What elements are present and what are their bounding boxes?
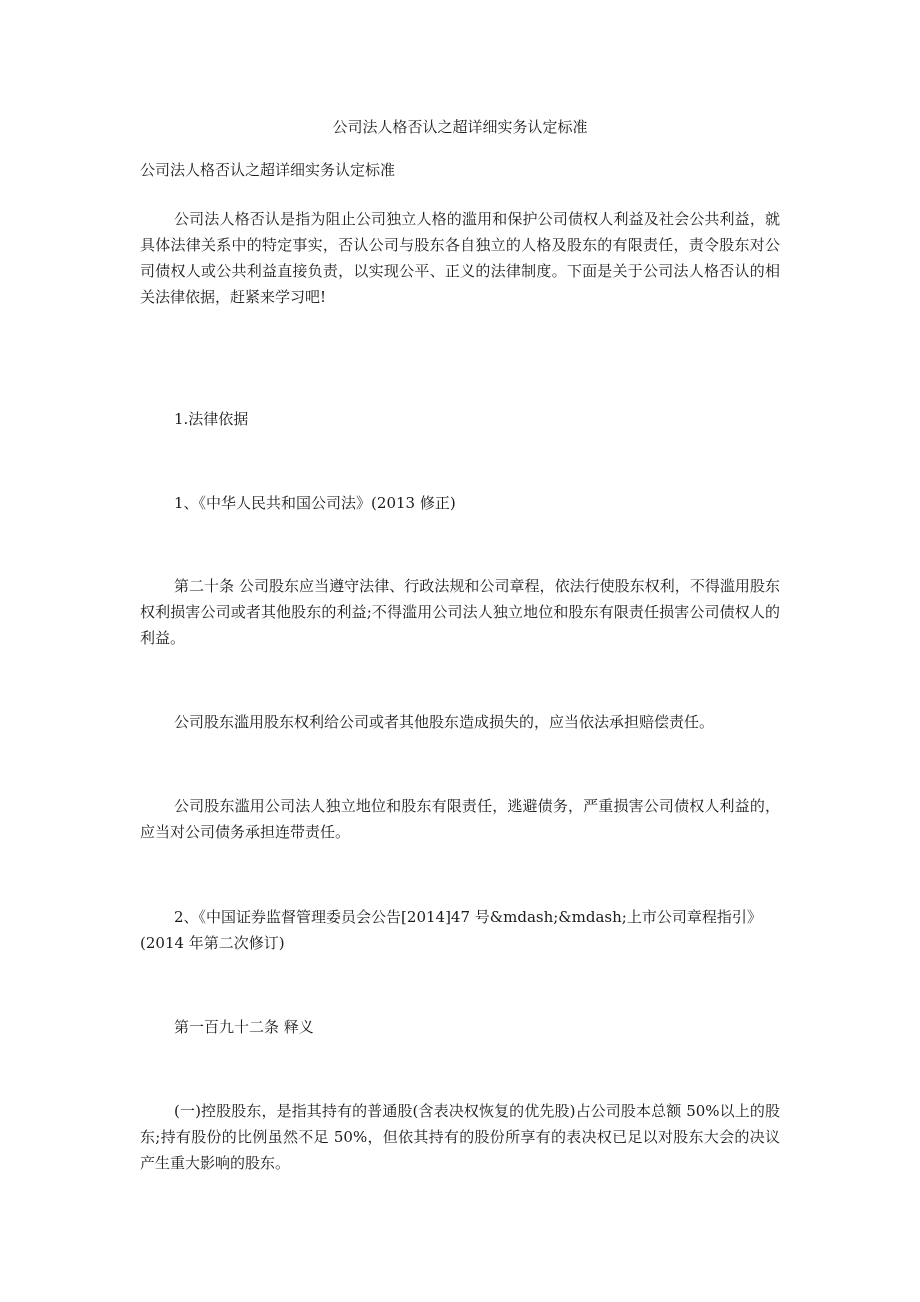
law2-title-line1: 2、《中国证券监督管理委员会公告[2014]47 号&mdash;&mdash;上市公司章程指引》 [174,908,762,926]
article20-paragraph-3: 公司股东滥用公司法人独立地位和股东有限责任，逃避债务，严重损害公司债权人利益的，应当对公司债务承担连带责任。 [140,797,780,841]
law1-title: 1、《中华人民共和国公司法》(2013 修正) [174,494,456,512]
intro-paragraph: 公司法人格否认是指为阻止公司独立人格的滥用和保护公司债权人利益及社会公共利益，就具体法律关系中的特定事实，否认公司与股东各自独立的人格及股东的有限责任，责令股东对公司债权人或公共利益直接负责，以实现公平、正义的法律制度。下面是关于公司法人格否认的相关法律依据，赶紧来学习吧! [140,210,780,306]
article20-paragraph-2: 公司股东滥用股东权利给公司或者其他股东造成损失的，应当依法承担赔偿责任。 [174,713,715,731]
article20-paragraph: 第二十条 公司股东应当遵守法律、行政法规和公司章程，依法行使股东权利，不得滥用股东权利损害公司或者其他股东的利益;不得滥用公司法人独立地位和股东有限责任损害公司债权人的利益。 [140,577,780,647]
document-title: 公司法人格否认之超详细实务认定标准 [332,118,588,136]
law2-title-line2: (2014 年第二次修订) [140,934,285,952]
article192-paragraph: (一)控股股东，是指其持有的普通股(含表决权恢复的优先股)占公司股本总额 50%以上的股东;持有股份的比例虽然不足 50%，但依其持有的股份所享有的表决权已足以对股东大会的决议产生重大影响的股东。 [140,1102,780,1172]
document-subtitle: 公司法人格否认之超详细实务认定标准 [140,161,396,179]
article192-heading: 第一百九十二条 释义 [174,1018,314,1036]
section-heading: 1.法律依据 [174,410,249,428]
